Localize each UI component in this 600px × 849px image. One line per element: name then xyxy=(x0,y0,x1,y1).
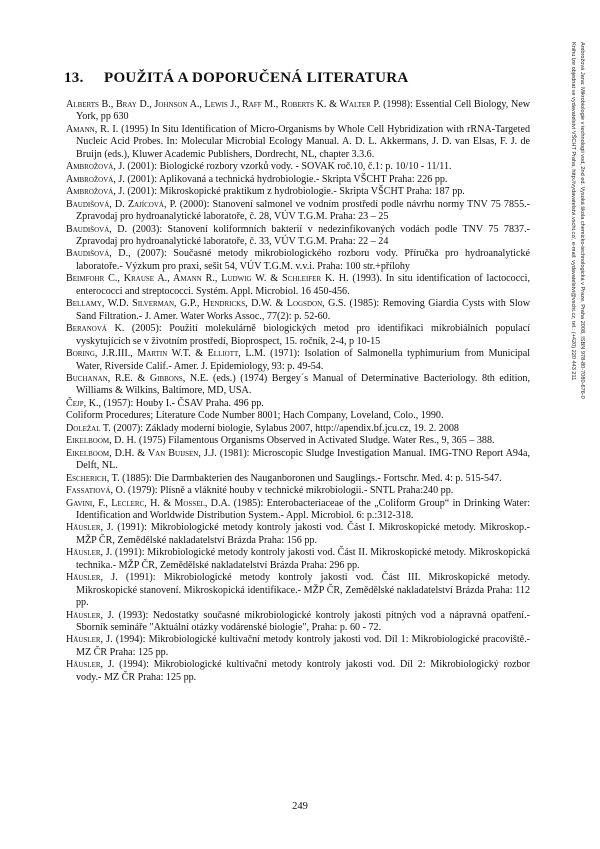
side-note-line-1: Ambrožová Jana: Mikrobiologie v technologii vod, 2nd ed. Vysoká škola chemicko-technologická v Praze, Praha 2008, ISBN 978-80-7080-676-0 xyxy=(579,42,585,399)
reference-authors: Fassatiová xyxy=(66,485,111,497)
reference-entry xyxy=(66,435,530,447)
side-note xyxy=(566,42,586,602)
reference-authors: Häusler xyxy=(66,572,101,584)
reference-text: , J. (1991): Mikrobiologické metody kontroly jakosti vod. Část III. Mikroskopické metody. Mikroskopické stanovení. Mikroskopická identifikace.- MŽP ČR, Zemědělské nakladatelství Brázda Praha: 112 pp. xyxy=(76,572,530,609)
reference-text: , O. (1979): Plísně a vláknité houby v technické mikrobiologii.- SNTL Praha:240 pp. xyxy=(110,485,454,497)
reference-text: (1998): Essential Cell Biology, New York, pp 630 xyxy=(76,99,531,123)
reference-authors: Ambrožová xyxy=(66,161,114,173)
reference-authors: Baudišová, D. Zajícová xyxy=(66,198,164,210)
reference-authors: Häusler xyxy=(66,522,101,534)
chapter-heading xyxy=(64,70,408,87)
reference-text: Coliform Procedures; Literature Code Number 8001; Hach Company, Loveland, Colo., 1990. xyxy=(66,410,444,422)
reference-entry xyxy=(66,659,530,684)
reference-entry xyxy=(66,485,530,497)
reference-text: , D.A. (1985): Enterobacteriaceae of the „Coliform Group“ in Drinking Water: Identification and Worldwide Distribution System.- Appl. Microbiol. 6: p.:312-318. xyxy=(76,497,531,521)
reference-entry xyxy=(66,473,530,485)
reference-entry xyxy=(66,161,530,173)
reference-text: , P. (2000): Stanovení salmonel ve vodním prostředí podle návrhu normy TNV 75 7855.- Zpravodaj pro hydroanalytické laboratoře, č. 28, VÚV T.G.M. Praha: 23 – 25 xyxy=(76,198,530,223)
reference-entry xyxy=(66,373,530,398)
reference-list xyxy=(66,99,530,684)
reference-text: T. (2007): Základy moderní biologie, Sylabus 2007, http://apendix.bf.jcu.cz, 19. 2. 2008 xyxy=(100,422,459,434)
chapter-title: POUŽITÁ A DOPORUČENÁ LITERATURA xyxy=(104,70,409,86)
reference-text: , D. H. (1975) Filamentous Organisms Observed in Activated Sludge. Water Res., 9, 365 – 388. xyxy=(109,435,495,447)
reference-authors: Čejp xyxy=(66,397,84,409)
reference-text: , J. (1991): Mikrobiologické metody kontroly jakosti vod. Část I. Mikroskopické metody. Mikroskop.- MŽP ČR, Zemědělské nakladatelství Brázda Praha: 156 pp. xyxy=(76,522,530,546)
reference-entry xyxy=(66,348,530,373)
reference-text: , T. (1885): Die Darmbakterien des Nauganboronen und Sauglings.- Fortschr. Med. 4: p. 515-547. xyxy=(106,472,502,484)
reference-authors: Eikelboom xyxy=(66,435,110,447)
reference-text: , L.M. (1971): Isolation of Salmonella typhimurium from Municipal Water, Riverside Calif.- Amer. J. Epidemiology, 93: p. 49-54. xyxy=(76,348,530,372)
reference-authors: Doležal xyxy=(66,422,101,434)
reference-text: , K., (1957): Houby I.- ČSAV Praha. 496 pp. xyxy=(83,397,264,409)
reference-authors: Häusler xyxy=(66,609,101,621)
reference-text: (1993). In situ identification of lactococci, enterococci and streptococci. Systém. Appl. Microbiol. 16 450-456. xyxy=(76,273,530,297)
reference-entry xyxy=(66,186,530,198)
reference-text: (1985): Removing Giardia Cysts with Slow Sand Filtration.- J. Amer. Water Works Assoc., 77(2): p. 52-60. xyxy=(76,298,530,322)
reference-text: , J. (2001): Biologické rozbory vzorků vody. - SOVAK roč.10, č.1: p. 10/10 - 11/11. xyxy=(113,161,452,173)
reference-authors: Buchanan, R.E. & Gibbons xyxy=(66,372,183,384)
reference-entry xyxy=(66,410,530,422)
reference-authors: Bellamy, W.D. Silverman, G.P., Hendricks, D.W. & Logsdon, G.S. xyxy=(66,298,347,310)
side-note-line-2: Knihu lze objednat ve vydavatelství VŠCHT Praha, http://vydavatelstvi.vscht.cz/, e-mail: vydavatelstvi@vscht.cz, tel.: (+420) 220 443 211 xyxy=(570,42,577,381)
reference-authors: Häusler xyxy=(66,547,101,559)
reference-entry xyxy=(66,248,530,273)
reference-authors: Escherich xyxy=(66,472,107,484)
reference-text: , J. (1994): Mikrobiologické kultivační metody kontroly jakosti vod. Díl 1: Mikrobiologické pracoviště.- MZ ČR Praha: 125 pp. xyxy=(76,634,530,658)
reference-entry xyxy=(66,273,530,298)
reference-entry xyxy=(66,572,530,609)
reference-authors: Beranová xyxy=(66,323,107,335)
reference-text: , J. (1993): Nedostatky současné mikrobiologické kontroly jakosti pitných vod a nápravná opatření.- Sborník semináře "Aktuální otázky vodárenské biologie", Praha: p. 60 - 72. xyxy=(76,609,530,634)
reference-entry xyxy=(66,124,530,161)
reference-authors: Ambrožová xyxy=(66,186,114,198)
reference-entry xyxy=(66,498,530,523)
reference-authors: Baudišová xyxy=(66,248,110,260)
reference-entry xyxy=(66,522,530,547)
reference-entry xyxy=(66,448,530,473)
reference-entry xyxy=(66,423,530,435)
reference-authors: Baudišová xyxy=(66,223,110,235)
reference-text: , N.E. (eds.) (1974) Bergey´s Manual of Determinative Bacteriology. 8th edition, Williams & Wilkins, Baltimore, MD, USA. xyxy=(76,372,530,397)
reference-entry xyxy=(66,99,530,124)
reference-text: , D. (2003): Stanovení koliformních bakterií v nedezinfikovaných vodách podle TNV 75 7837.- Zpravodaj pro hydroanalytické laboratoře, č. 33, VÚV T.G.M. Praha: 22 – 24 xyxy=(76,223,530,247)
reference-entry xyxy=(66,224,530,249)
reference-text: , R. I. (1995) In Situ Identification of Micro-Organisms by Whole Cell Hybridization with rRNA-Targeted Nucleic Acid Probes. In: Molecular Microbial Ecology Manual. A. D. L. Akkermans, J. D. van Elsas, F. J. de Bruijn (eds.), Kluwer Academic Publishers, Dordrecht, NL, chapter 3.3.6. xyxy=(76,123,530,160)
reference-authors: Amann xyxy=(66,123,95,135)
reference-authors: Eikelboom, D.H. & Van Buijsen xyxy=(66,447,199,459)
reference-text: , J. (2001): Aplikovaná a technická hydrobiologie.- Skripta VŠCHT Praha: 226 pp. xyxy=(113,173,448,185)
reference-text: , J. (1991): Mikrobiologické metody kontroly jakosti vod. Část II. Mikroskopické metody. Mikroskopická technika.- MŽP ČR, Zemědělské nakladatelství Brázda Praha: 296 pp. xyxy=(76,547,530,571)
page-number: 249 xyxy=(292,801,308,812)
reference-authors: Beimfohr C., Krause A., Amann R., Ludwig W. & Schleifer K. H. xyxy=(66,273,349,285)
chapter-number: 13. xyxy=(64,70,84,86)
reference-authors: Häusler xyxy=(66,659,101,671)
reference-authors: Gavini, F., Leclerc, H. & Mossel xyxy=(66,497,205,509)
reference-entry xyxy=(66,398,530,410)
reference-text: , D., (2007): Současné metody mikrobiologického rozboru vody. Příručka pro hydroanalytické laboratoře.- Výzkum pro praxi, sešit 54, VÚV T.G.M. v.v.i. Praha: 100 str.+přílohy xyxy=(76,248,530,272)
reference-entry xyxy=(66,634,530,659)
reference-text: K. (2005): Použití molekulárně biologických metod pro identifikaci mikrobiálních populací vyskytujících se v životním prostředí, Bioprospect, 15. ročník, 2-4, p 10-15 xyxy=(76,323,530,347)
reference-entry xyxy=(66,199,530,224)
reference-text: , J.J. (1981): Microscopic Sludge Investigation Manual. IMG-TNO Report A94a, Delft, NL. xyxy=(76,447,530,472)
reference-entry xyxy=(66,547,530,572)
reference-entry xyxy=(66,610,530,635)
reference-authors: Alberts B., Bray D., Johnson A., Lewis J., Raff M., Roberts K. & Walter P. xyxy=(66,99,381,110)
reference-entry xyxy=(66,298,530,323)
reference-text: , J. (2001): Mikroskopické praktikum z hydrobiologie.- Skripta VŠCHT Praha: 187 pp. xyxy=(113,186,465,198)
reference-entry xyxy=(66,323,530,348)
reference-authors: Boring, J.R.III., Martin W.T. & Elliott xyxy=(66,348,239,360)
reference-authors: Häusler xyxy=(66,634,101,646)
reference-entry xyxy=(66,174,530,186)
reference-text: , J. (1994): Mikrobiologické kultivační metody kontroly jakosti vod. Díl 2: Mikrobiologický rozbor vody.- MZ ČR Praha: 125 pp. xyxy=(76,659,530,683)
reference-authors: Ambrožová xyxy=(66,173,114,185)
